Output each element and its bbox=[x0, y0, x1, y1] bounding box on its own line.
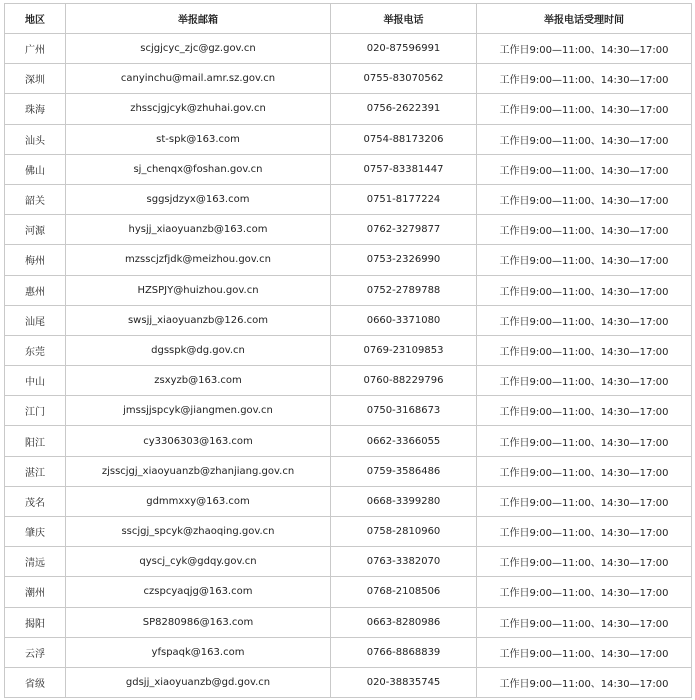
table-row bbox=[5, 456, 692, 486]
header-region: 地区 bbox=[5, 4, 66, 34]
cell-phone: 0763-3382070 bbox=[331, 547, 477, 577]
table-row bbox=[5, 275, 692, 305]
cell-region: 广州 bbox=[5, 34, 66, 64]
cell-hours: 工作日9:00—11:00、14:30—17:00 bbox=[477, 456, 692, 486]
cell-phone: 0755-83070562 bbox=[331, 64, 477, 94]
table-row bbox=[5, 577, 692, 607]
table-row bbox=[5, 154, 692, 184]
cell-phone: 0751-8177224 bbox=[331, 184, 477, 214]
cell-email: gdmmxxy@163.com bbox=[66, 486, 331, 516]
cell-hours: 工作日9:00—11:00、14:30—17:00 bbox=[477, 154, 692, 184]
cell-region: 茂名 bbox=[5, 486, 66, 516]
cell-phone: 020-87596991 bbox=[331, 34, 477, 64]
cell-email: sj_chenqx@foshan.gov.cn bbox=[66, 154, 331, 184]
cell-hours: 工作日9:00—11:00、14:30—17:00 bbox=[477, 577, 692, 607]
cell-phone: 0759-3586486 bbox=[331, 456, 477, 486]
table-row bbox=[5, 366, 692, 396]
cell-hours: 工作日9:00—11:00、14:30—17:00 bbox=[477, 667, 692, 697]
cell-phone: 0757-83381447 bbox=[331, 154, 477, 184]
cell-phone: 0750-3168673 bbox=[331, 396, 477, 426]
cell-hours: 工作日9:00—11:00、14:30—17:00 bbox=[477, 64, 692, 94]
cell-region: 揭阳 bbox=[5, 607, 66, 637]
table-body bbox=[5, 34, 692, 698]
table-row bbox=[5, 94, 692, 124]
cell-region: 云浮 bbox=[5, 637, 66, 667]
table-row bbox=[5, 637, 692, 667]
cell-email: zhsscjgjcyk@zhuhai.gov.cn bbox=[66, 94, 331, 124]
cell-hours: 工作日9:00—11:00、14:30—17:00 bbox=[477, 34, 692, 64]
table-row bbox=[5, 245, 692, 275]
cell-hours: 工作日9:00—11:00、14:30—17:00 bbox=[477, 486, 692, 516]
cell-email: swsjj_xiaoyuanzb@126.com bbox=[66, 305, 331, 335]
cell-email: hysjj_xiaoyuanzb@163.com bbox=[66, 215, 331, 245]
cell-phone: 0662-3366055 bbox=[331, 426, 477, 456]
cell-hours: 工作日9:00—11:00、14:30—17:00 bbox=[477, 547, 692, 577]
table-row bbox=[5, 396, 692, 426]
cell-hours: 工作日9:00—11:00、14:30—17:00 bbox=[477, 305, 692, 335]
cell-phone: 0752-2789788 bbox=[331, 275, 477, 305]
cell-hours: 工作日9:00—11:00、14:30—17:00 bbox=[477, 245, 692, 275]
cell-email: yfspaqk@163.com bbox=[66, 637, 331, 667]
cell-email: SP8280986@163.com bbox=[66, 607, 331, 637]
cell-phone: 0768-2108506 bbox=[331, 577, 477, 607]
cell-email: HZSPJY@huizhou.gov.cn bbox=[66, 275, 331, 305]
cell-hours: 工作日9:00—11:00、14:30—17:00 bbox=[477, 215, 692, 245]
cell-hours: 工作日9:00—11:00、14:30—17:00 bbox=[477, 426, 692, 456]
report-contact-table bbox=[4, 3, 692, 698]
cell-phone: 0762-3279877 bbox=[331, 215, 477, 245]
cell-email: canyinchu@mail.amr.sz.gov.cn bbox=[66, 64, 331, 94]
cell-hours: 工作日9:00—11:00、14:30—17:00 bbox=[477, 637, 692, 667]
cell-email: jmssjjspcyk@jiangmen.gov.cn bbox=[66, 396, 331, 426]
cell-email: zsxyzb@163.com bbox=[66, 366, 331, 396]
cell-region: 阳江 bbox=[5, 426, 66, 456]
cell-region: 省级 bbox=[5, 667, 66, 697]
cell-phone: 0668-3399280 bbox=[331, 486, 477, 516]
cell-phone: 0754-88173206 bbox=[331, 124, 477, 154]
header-email: 举报邮箱 bbox=[66, 4, 331, 34]
cell-region: 梅州 bbox=[5, 245, 66, 275]
cell-email: sscjgj_spcyk@zhaoqing.gov.cn bbox=[66, 517, 331, 547]
cell-region: 惠州 bbox=[5, 275, 66, 305]
cell-region: 佛山 bbox=[5, 154, 66, 184]
cell-email: zjsscjgj_xiaoyuanzb@zhanjiang.gov.cn bbox=[66, 456, 331, 486]
cell-phone: 020-38835745 bbox=[331, 667, 477, 697]
table-row bbox=[5, 607, 692, 637]
table-row bbox=[5, 305, 692, 335]
cell-region: 深圳 bbox=[5, 64, 66, 94]
table-row bbox=[5, 34, 692, 64]
cell-region: 清远 bbox=[5, 547, 66, 577]
cell-email: qyscj_cyk@gdqy.gov.cn bbox=[66, 547, 331, 577]
cell-region: 中山 bbox=[5, 366, 66, 396]
cell-hours: 工作日9:00—11:00、14:30—17:00 bbox=[477, 184, 692, 214]
cell-email: czspcyaqjg@163.com bbox=[66, 577, 331, 607]
table-row bbox=[5, 667, 692, 697]
cell-email: st-spk@163.com bbox=[66, 124, 331, 154]
cell-region: 韶关 bbox=[5, 184, 66, 214]
cell-hours: 工作日9:00—11:00、14:30—17:00 bbox=[477, 607, 692, 637]
table-row bbox=[5, 215, 692, 245]
cell-region: 江门 bbox=[5, 396, 66, 426]
cell-email: gdsjj_xiaoyuanzb@gd.gov.cn bbox=[66, 667, 331, 697]
table-row bbox=[5, 335, 692, 365]
cell-phone: 0758-2810960 bbox=[331, 517, 477, 547]
table-row bbox=[5, 124, 692, 154]
cell-phone: 0663-8280986 bbox=[331, 607, 477, 637]
cell-phone: 0753-2326990 bbox=[331, 245, 477, 275]
header-hours: 举报电话受理时间 bbox=[477, 4, 692, 34]
cell-hours: 工作日9:00—11:00、14:30—17:00 bbox=[477, 517, 692, 547]
cell-region: 湛江 bbox=[5, 456, 66, 486]
table-row bbox=[5, 184, 692, 214]
cell-phone: 0660-3371080 bbox=[331, 305, 477, 335]
table-row bbox=[5, 517, 692, 547]
cell-email: mzsscjzfjdk@meizhou.gov.cn bbox=[66, 245, 331, 275]
cell-region: 汕头 bbox=[5, 124, 66, 154]
cell-region: 汕尾 bbox=[5, 305, 66, 335]
cell-phone: 0756-2622391 bbox=[331, 94, 477, 124]
cell-hours: 工作日9:00—11:00、14:30—17:00 bbox=[477, 275, 692, 305]
cell-phone: 0769-23109853 bbox=[331, 335, 477, 365]
cell-hours: 工作日9:00—11:00、14:30—17:00 bbox=[477, 124, 692, 154]
cell-region: 肇庆 bbox=[5, 517, 66, 547]
cell-hours: 工作日9:00—11:00、14:30—17:00 bbox=[477, 366, 692, 396]
cell-region: 河源 bbox=[5, 215, 66, 245]
cell-email: cy3306303@163.com bbox=[66, 426, 331, 456]
table-row bbox=[5, 64, 692, 94]
cell-email: scjgjcyc_zjc@gz.gov.cn bbox=[66, 34, 331, 64]
cell-region: 珠海 bbox=[5, 94, 66, 124]
table-row bbox=[5, 486, 692, 516]
cell-email: dgsspk@dg.gov.cn bbox=[66, 335, 331, 365]
table-row bbox=[5, 547, 692, 577]
cell-region: 潮州 bbox=[5, 577, 66, 607]
table-header-row bbox=[5, 4, 692, 34]
table-row bbox=[5, 426, 692, 456]
cell-hours: 工作日9:00—11:00、14:30—17:00 bbox=[477, 396, 692, 426]
cell-hours: 工作日9:00—11:00、14:30—17:00 bbox=[477, 94, 692, 124]
cell-email: sggsjdzyx@163.com bbox=[66, 184, 331, 214]
header-phone: 举报电话 bbox=[331, 4, 477, 34]
cell-phone: 0760-88229796 bbox=[331, 366, 477, 396]
cell-hours: 工作日9:00—11:00、14:30—17:00 bbox=[477, 335, 692, 365]
cell-phone: 0766-8868839 bbox=[331, 637, 477, 667]
cell-region: 东莞 bbox=[5, 335, 66, 365]
